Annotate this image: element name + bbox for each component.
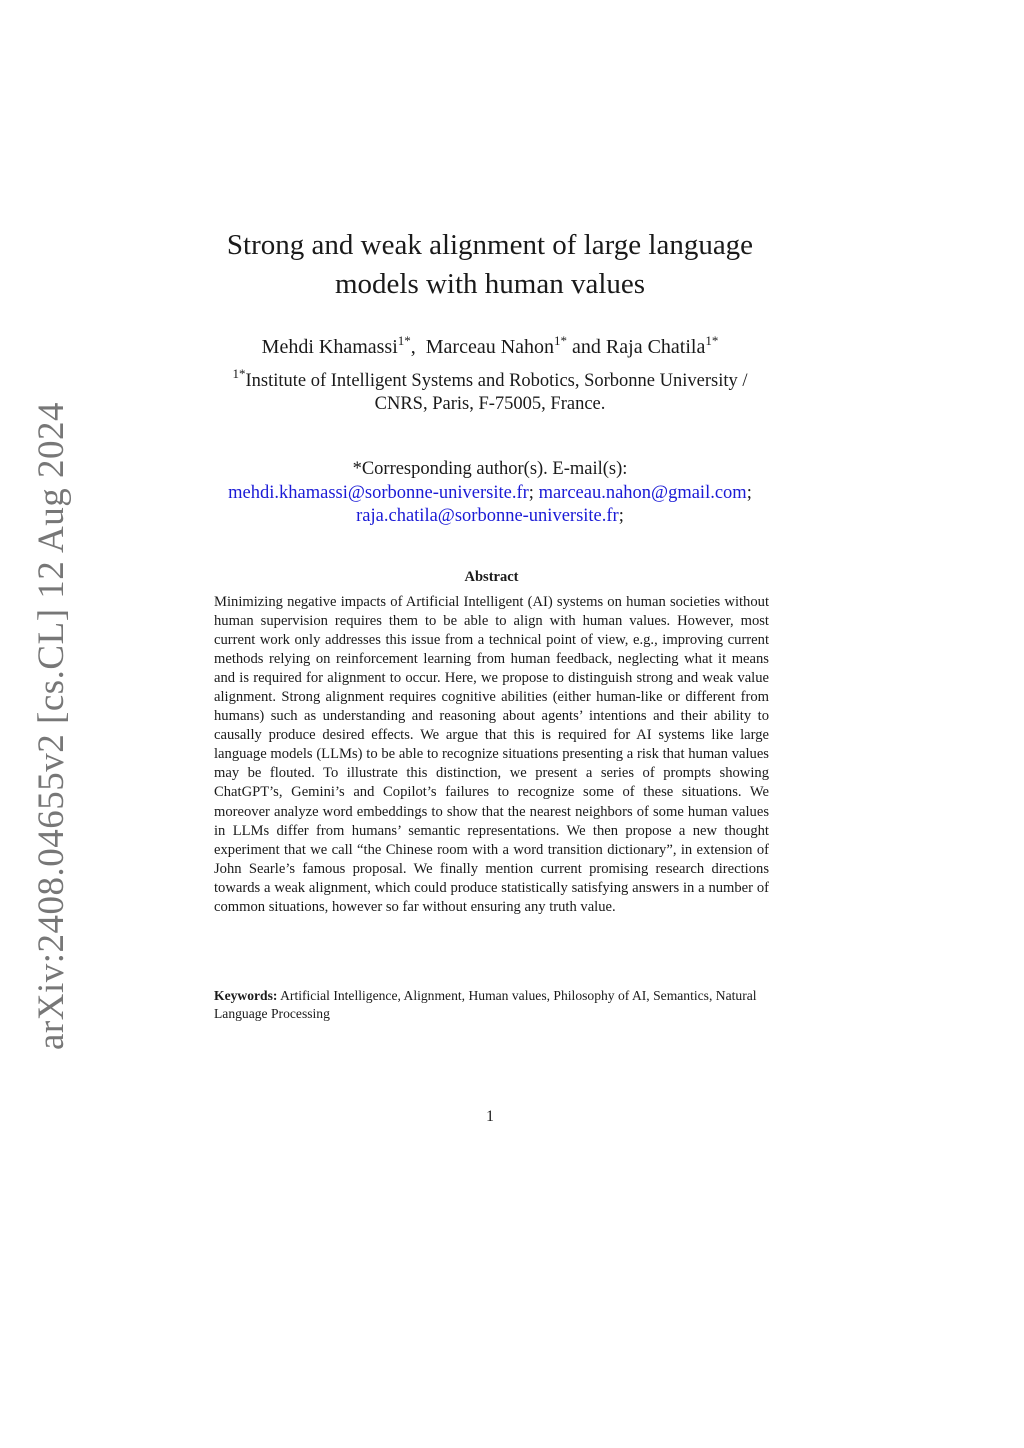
page-number: 1 bbox=[486, 1108, 494, 1125]
author-separator: and bbox=[567, 336, 606, 358]
affiliation-line-2: CNRS, Paris, F-75005, France. bbox=[374, 394, 606, 414]
author-name: Marceau Nahon bbox=[425, 336, 555, 358]
arxiv-identifier-stamp: arXiv:2408.04655v2 [cs.CL] 12 Aug 2024 bbox=[31, 402, 72, 1050]
abstract-text: Minimizing negative impacts of Artificial Intelligent (AI) systems on human societies without human supervision requires them to be able to align with human values. However, most current work only addresses this issue from a technical point of view, e.g., improving current methods relying on reinforcement learning from human feedback, neglecting what it means and is required for alignment to occur. Here, we propose to distinguish strong and weak value alignment. Strong alignment requires cognitive abilities (either human-like or different from humans) such as understanding and reasoning about agents’ intentions and their ability to causally produce desired effects. We argue that this is required for AI systems like large language models (LLMs) to be able to recognize situations presenting a risk that human values may be flouted. To illustrate this distinction, we present a series of prompts showing ChatGPT’s, Gemini’s and Copilot’s failures to recognize some of these situations. We moreover analyze word embeddings to show that the nearest neighbors of some human values in LLMs differ from humans’ semantic representations. We then propose a new thought experiment that we call “the Chinese room with a word transition dictionary”, in extension of John Searle’s famous proposal. We finally mention current promising research directions towards a weak alignment, which could produce statistically satisfying answers in a number of common situations, however so far without ensuring any truth value. bbox=[214, 594, 769, 915]
correspondence-block bbox=[180, 458, 800, 529]
email-separator: ; bbox=[618, 506, 624, 526]
author-affiliation-mark: 1* bbox=[554, 333, 568, 348]
affiliation-line-1: Institute of Intelligent Systems and Robotics, Sorbonne University / bbox=[245, 371, 748, 391]
abstract-heading: Abstract bbox=[464, 569, 519, 585]
keywords-text: Artificial Intelligence, Alignment, Human values, Philosophy of AI, Semantics, Natural Language Processing bbox=[214, 988, 757, 1021]
email-link-khamassi[interactable]: mehdi.khamassi@sorbonne-universite.fr bbox=[228, 482, 529, 503]
email-separator: ; bbox=[528, 482, 534, 503]
affiliation-mark: 1* bbox=[232, 366, 246, 381]
email-separator: ; bbox=[746, 482, 752, 503]
correspondence-label: *Corresponding author(s). E-mail(s): bbox=[352, 459, 628, 479]
keywords-block bbox=[214, 987, 769, 1022]
email-link-nahon[interactable]: marceau.nahon@gmail.com bbox=[538, 482, 747, 503]
author-separator: , bbox=[410, 336, 426, 358]
title-line-1: Strong and weak alignment of large language bbox=[226, 229, 754, 261]
author-affiliation-mark: 1* bbox=[397, 333, 411, 348]
author-name: Raja Chatila bbox=[605, 336, 706, 358]
keywords-label: Keywords: bbox=[214, 988, 278, 1003]
affiliation bbox=[180, 366, 800, 416]
email-link-chatila[interactable]: raja.chatila@sorbonne-universite.fr bbox=[356, 506, 619, 526]
author-list bbox=[180, 334, 800, 360]
paper-title bbox=[180, 226, 800, 304]
title-line-2: models with human values bbox=[334, 268, 646, 300]
author-name: Mehdi Khamassi bbox=[261, 336, 398, 358]
author-affiliation-mark: 1* bbox=[705, 333, 719, 348]
